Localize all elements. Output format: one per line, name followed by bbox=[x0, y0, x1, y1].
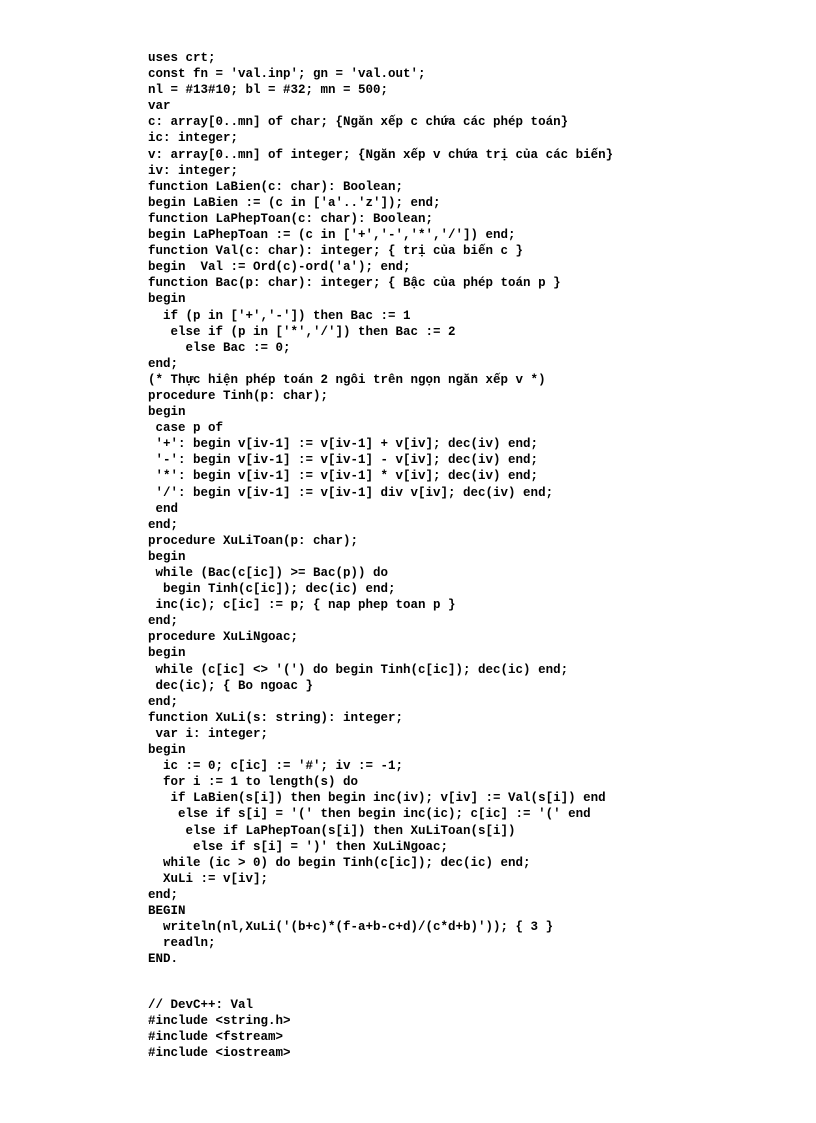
code-line: dec(ic); { Bo ngoac } bbox=[148, 678, 314, 693]
code-line: var bbox=[148, 99, 171, 114]
code-line: while (c[ic] <> '(') do begin Tinh(c[ic]); dec(ic) end; bbox=[148, 662, 569, 677]
code-line: end; bbox=[148, 517, 179, 532]
code-line: function Bac(p: char): integer; { Bậc của phép toán p } bbox=[148, 276, 561, 291]
code-line: #include <string.h> bbox=[148, 1014, 291, 1029]
code-line: function LaPhepToan(c: char): Boolean; bbox=[148, 211, 434, 226]
code-line: END. bbox=[148, 952, 179, 967]
cpp-code-block bbox=[148, 997, 788, 1061]
code-line: uses crt; bbox=[148, 51, 216, 65]
code-line: end; bbox=[148, 887, 179, 902]
code-line: procedure XuLiToan(p: char); bbox=[148, 533, 359, 548]
code-line: ic: integer; bbox=[148, 131, 239, 146]
code-line: var i: integer; bbox=[148, 726, 269, 741]
code-line: procedure Tinh(p: char); bbox=[148, 388, 329, 403]
code-line: // DevC++: Val bbox=[148, 998, 254, 1012]
code-line: v: array[0..mn] of integer; {Ngăn xếp v chứa trị của các biến} bbox=[148, 147, 614, 162]
code-line: '/': begin v[iv-1] := v[iv-1] div v[iv]; dec(iv) end; bbox=[148, 485, 554, 500]
code-line: procedure XuLiNgoac; bbox=[148, 630, 299, 645]
code-line: if LaBien(s[i]) then begin inc(iv); v[iv] := Val(s[i]) end bbox=[148, 791, 606, 806]
code-line: c: array[0..mn] of char; {Ngăn xếp c chứa các phép toán} bbox=[148, 115, 569, 130]
code-line: else Bac := 0; bbox=[148, 340, 291, 355]
code-line: XuLi := v[iv]; bbox=[148, 871, 269, 886]
pascal-code-block bbox=[148, 50, 788, 967]
code-line: else if s[i] = '(' then begin inc(ic); c[ic] := '(' end bbox=[148, 807, 591, 822]
code-line: while (Bac(c[ic]) >= Bac(p)) do bbox=[148, 566, 389, 580]
code-line: end; bbox=[148, 356, 179, 371]
code-line: case p of bbox=[148, 421, 224, 436]
code-line: (* Thực hiện phép toán 2 ngôi trên ngọn ngăn xếp v *) bbox=[148, 372, 546, 387]
code-line: begin bbox=[148, 549, 186, 564]
code-line: if (p in ['+','-']) then Bac := 1 bbox=[148, 308, 411, 323]
code-line: BEGIN bbox=[148, 903, 186, 918]
code-line: writeln(nl,XuLi('(b+c)*(f-a+b-c+d)/(c*d+b)')); { 3 } bbox=[148, 920, 554, 935]
code-line: begin bbox=[148, 405, 186, 420]
code-line: inc(ic); c[ic] := p; { nap phep toan p } bbox=[148, 598, 456, 613]
code-line: end; bbox=[148, 694, 179, 709]
code-line: const fn = 'val.inp'; gn = 'val.out'; bbox=[148, 67, 426, 82]
code-line: begin LaBien := (c in ['a'..'z']); end; bbox=[148, 195, 441, 210]
code-line: function LaBien(c: char): Boolean; bbox=[148, 179, 404, 194]
code-line: function XuLi(s: string): integer; bbox=[148, 710, 404, 725]
code-line: ic := 0; c[ic] := '#'; iv := -1; bbox=[148, 759, 404, 774]
code-line: while (ic > 0) do begin Tinh(c[ic]); dec(ic) end; bbox=[148, 855, 531, 870]
code-line: end bbox=[148, 501, 179, 516]
code-line: readln; bbox=[148, 936, 216, 951]
code-line: begin Tinh(c[ic]); dec(ic) end; bbox=[148, 582, 396, 597]
code-line: begin bbox=[148, 292, 186, 307]
code-line: else if LaPhepToan(s[i]) then XuLiToan(s[i]) bbox=[148, 823, 516, 838]
code-line: for i := 1 to length(s) do bbox=[148, 775, 359, 790]
code-line: #include <fstream> bbox=[148, 1030, 284, 1045]
code-line: begin Val := Ord(c)-ord('a'); end; bbox=[148, 260, 411, 275]
code-line: '+': begin v[iv-1] := v[iv-1] + v[iv]; dec(iv) end; bbox=[148, 437, 539, 452]
code-line: function Val(c: char): integer; { trị của biến c } bbox=[148, 244, 524, 259]
code-line: end; bbox=[148, 614, 179, 629]
code-line: iv: integer; bbox=[148, 163, 239, 178]
code-line: begin LaPhepToan := (c in ['+','-','*','/']) end; bbox=[148, 228, 516, 243]
code-line: begin bbox=[148, 743, 186, 758]
code-line: '*': begin v[iv-1] := v[iv-1] * v[iv]; dec(iv) end; bbox=[148, 469, 539, 484]
code-line: #include <iostream> bbox=[148, 1046, 291, 1061]
code-line: '-': begin v[iv-1] := v[iv-1] - v[iv]; dec(iv) end; bbox=[148, 453, 539, 468]
code-line: nl = #13#10; bl = #32; mn = 500; bbox=[148, 83, 389, 98]
code-line: else if (p in ['*','/']) then Bac := 2 bbox=[148, 324, 456, 339]
code-line: begin bbox=[148, 646, 186, 661]
code-line: else if s[i] = ')' then XuLiNgoac; bbox=[148, 839, 449, 854]
